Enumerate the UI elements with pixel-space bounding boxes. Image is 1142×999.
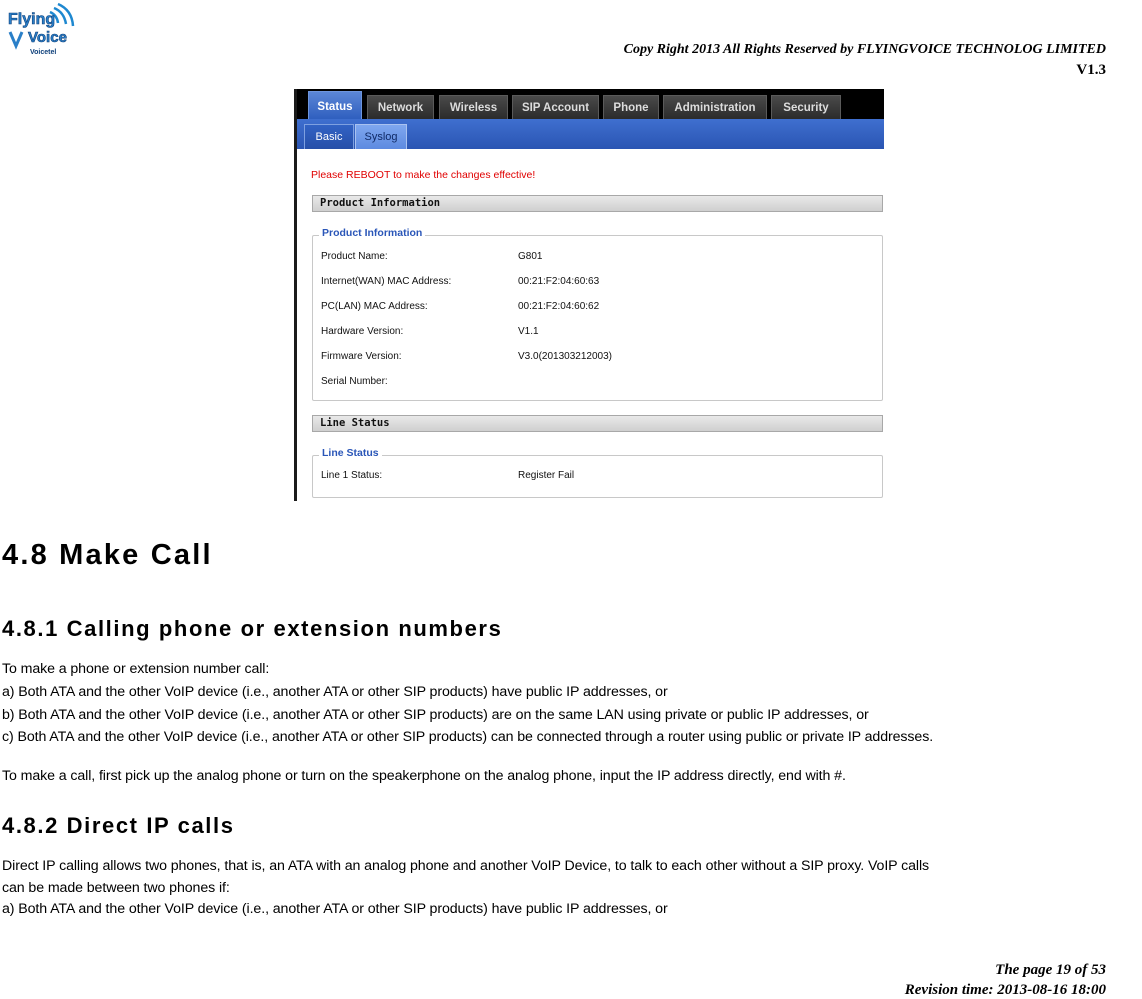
info-label: Product Name: <box>321 251 388 262</box>
product-information-legend: Product Information <box>319 227 425 239</box>
svg-text:Voice: Voice <box>28 29 67 46</box>
svg-text:Voicetel: Voicetel <box>30 49 57 56</box>
tab-phone[interactable]: Phone <box>603 95 659 119</box>
info-label: Serial Number: <box>321 376 388 387</box>
document-version: V1.3 <box>1076 62 1106 78</box>
info-label: Line 1 Status: <box>321 470 383 481</box>
info-value: V3.0(201303212003) <box>518 351 612 362</box>
info-label: Internet(WAN) MAC Address: <box>321 276 452 287</box>
tab-network[interactable]: Network <box>367 95 434 119</box>
flyingvoice-logo <box>6 2 78 60</box>
paragraph-line: can be made between two phones if: <box>2 880 230 896</box>
paragraph-line: b) Both ATA and the other VoIP device (i.e., another ATA or other SIP products) are on the same LAN using private or public IP addresses, or <box>2 707 869 723</box>
subsection-heading-direct-ip: 4.8.2 Direct IP calls <box>2 813 235 838</box>
subtab-basic[interactable]: Basic <box>304 124 354 149</box>
line-status-legend: Line Status <box>319 447 382 459</box>
info-value: 00:21:F2:04:60:62 <box>518 301 600 312</box>
revision-time: Revision time: 2013-08-16 18:00 <box>904 982 1106 998</box>
tab-wireless[interactable]: Wireless <box>439 95 508 119</box>
line-status-bar: Line Status <box>312 415 883 432</box>
paragraph-line: To make a phone or extension number call: <box>2 661 270 677</box>
tab-status[interactable]: Status <box>308 91 362 119</box>
reboot-notice: Please REBOOT to make the changes effective! <box>311 169 536 181</box>
product-information-fieldset <box>312 227 883 401</box>
tab-security[interactable]: Security <box>771 95 841 119</box>
info-value: Register Fail <box>518 470 575 481</box>
section-heading-make-call: 4.8 Make Call <box>2 539 213 571</box>
info-label: Firmware Version: <box>321 351 402 362</box>
tab-sip-account[interactable]: SIP Account <box>512 95 599 119</box>
line-status-fieldset <box>312 447 883 498</box>
tab-administration[interactable]: Administration <box>663 95 767 119</box>
paragraph-line: a) Both ATA and the other VoIP device (i.e., another ATA or other SIP products) have public IP addresses, or <box>2 901 668 917</box>
info-value: V1.1 <box>518 326 539 337</box>
info-value: 00:21:F2:04:60:63 <box>518 276 600 287</box>
top-navigation <box>297 89 884 119</box>
subsection-heading-calling-numbers: 4.8.1 Calling phone or extension numbers <box>2 616 503 641</box>
info-value: G801 <box>518 251 543 262</box>
sub-navigation <box>297 119 884 149</box>
subtab-syslog[interactable]: Syslog <box>355 124 407 149</box>
paragraph-line: a) Both ATA and the other VoIP device (i.e., another ATA or other SIP products) have public IP addresses, or <box>2 684 668 700</box>
paragraph-line: c) Both ATA and the other VoIP device (i.e., another ATA or other SIP products) can be connected through a router using public or private IP addresses. <box>2 729 934 745</box>
copyright-notice: Copy Right 2013 All Rights Reserved by FLYINGVOICE TECHNOLOG LIMITED <box>623 42 1106 57</box>
page-number: The page 19 of 53 <box>995 962 1106 978</box>
product-information-bar: Product Information <box>312 195 883 212</box>
info-label: PC(LAN) MAC Address: <box>321 301 428 312</box>
svg-text:Flying: Flying <box>8 11 56 28</box>
paragraph-make-call: To make a call, first pick up the analog phone or turn on the speakerphone on the analog phone, input the IP address directly, end with #. <box>2 768 846 784</box>
info-label: Hardware Version: <box>321 326 404 337</box>
paragraph-line: Direct IP calling allows two phones, that is, an ATA with an analog phone and another VoIP Device, to talk to each other without a SIP proxy. VoIP calls <box>2 858 929 874</box>
router-status-screenshot <box>294 89 884 501</box>
